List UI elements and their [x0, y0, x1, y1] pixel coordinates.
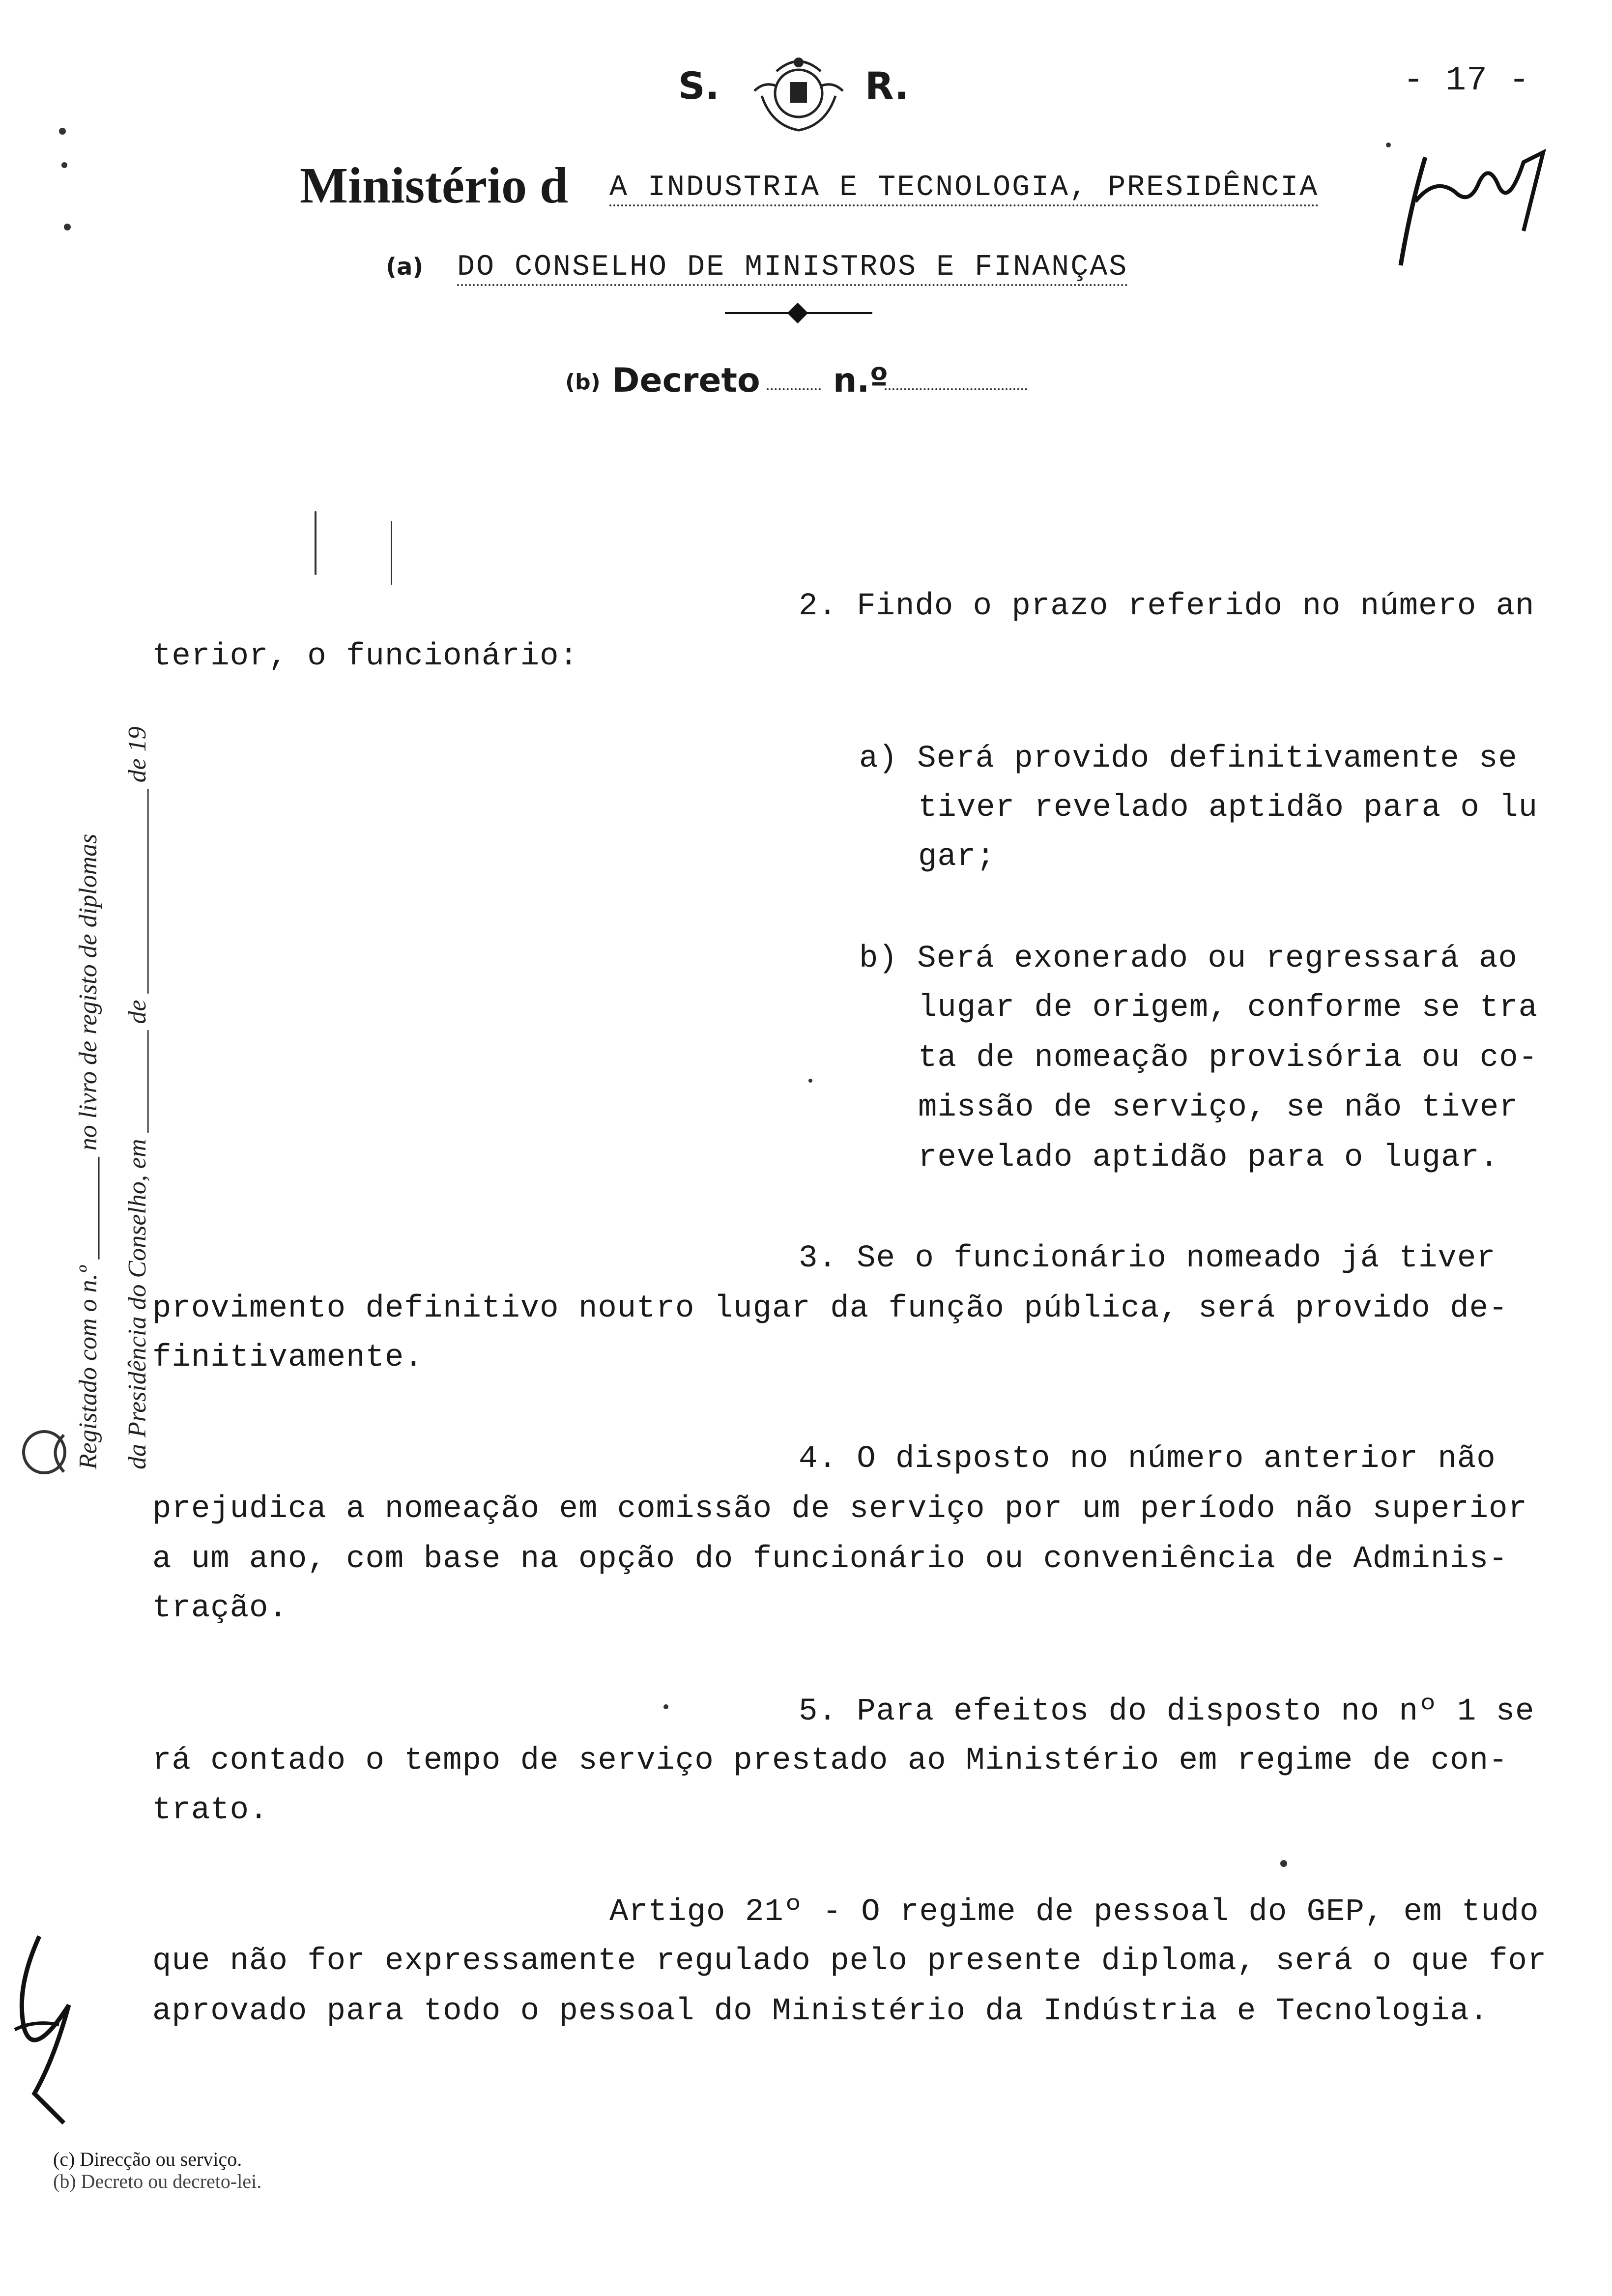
paragraph-4-line4: tração.	[152, 1591, 288, 1626]
paragraph-2-line1: 2. Findo o prazo referido no número an	[799, 589, 1535, 624]
paragraph-2-line2: terior, o funcionário:	[152, 639, 578, 674]
paragraph-4-line2: prejudica a nomeação em comissão de serviço por um período não superior	[152, 1492, 1527, 1527]
header-sr-left: S.	[678, 64, 720, 108]
margin-registry-line2: da Presidência do Conselho, em ________ de ________________ de 19	[123, 726, 151, 1469]
portuguese-crest-icon	[742, 52, 855, 135]
page-number: - 17 -	[1403, 61, 1530, 100]
paragraph-5-line1: 5. Para efeitos do disposto no nº 1 se	[799, 1694, 1535, 1729]
ministry-name-line2: DO CONSELHO DE MINISTROS E FINANÇAS	[457, 251, 1128, 286]
scan-speck	[59, 128, 66, 135]
scan-speck	[663, 1704, 668, 1709]
decreto-label: Decreto	[612, 361, 760, 400]
item-b-line1: b) Será exonerado ou regressará ao	[859, 941, 1518, 976]
scan-speck	[1280, 1860, 1287, 1867]
paragraph-4-line1: 4. O disposto no número anterior não	[799, 1441, 1496, 1477]
header-sr-right: R.	[865, 64, 909, 108]
item-a-line3: gar;	[918, 839, 996, 875]
decreto-marker: (b)	[565, 370, 601, 395]
paragraph-3-line3: finitivamente.	[152, 1340, 424, 1376]
scan-speck	[64, 224, 71, 230]
item-a-line2: tiver revelado aptidão para o lu	[918, 790, 1538, 826]
paragraph-4-line3: a um ano, com base na opção do funcionário ou conveniência de Adminis-	[152, 1542, 1508, 1577]
scan-speck	[1386, 143, 1391, 147]
signature-initials-left	[5, 1931, 84, 2128]
item-a-line1: a) Será provido definitivamente se	[859, 741, 1518, 776]
paragraph-5-line3: trato.	[152, 1793, 269, 1828]
paragraph-5-line2: rá contado o tempo de serviço prestado ao Ministério em regime de con-	[152, 1743, 1508, 1779]
item-b-line5: revelado aptidão para o lugar.	[918, 1140, 1499, 1176]
item-b-line4: missão de serviço, se não tiver	[918, 1090, 1519, 1125]
footnote-c: (c) Direcção ou serviço.	[53, 2148, 242, 2170]
article-21-line1: Artigo 21º - O regime de pessoal do GEP, em tudo	[609, 1894, 1539, 1930]
ministry-line2-marker: (a)	[386, 253, 424, 281]
article-21-line2: que não for expressamente regulado pelo presente diploma, será o que for	[152, 1944, 1547, 1979]
item-b-line3: ta de nomeação provisória ou co-	[918, 1040, 1538, 1076]
item-b-line2: lugar de origem, conforme se tra	[918, 990, 1538, 1026]
scan-mark	[315, 511, 317, 575]
paragraph-3-line2: provimento definitivo noutro lugar da função pública, será provido de-	[152, 1291, 1508, 1326]
margin-registry-line1: Registado com o n.º ________ no livro de registo de diplomas	[74, 833, 102, 1469]
signature-initials-top	[1396, 147, 1548, 275]
decreto-number-blank	[885, 388, 1027, 390]
divider-diamond-icon	[787, 303, 808, 323]
paragraph-3-line1: 3. Se o funcionário nomeado já tiver	[799, 1241, 1496, 1276]
decreto-blank-1	[767, 388, 821, 390]
scan-speck	[61, 162, 67, 168]
scan-speck	[808, 1079, 812, 1083]
article-21-line3: aprovado para todo o pessoal do Ministério da Indústria e Tecnologia.	[152, 1994, 1489, 2029]
ministry-name-line1: A INDUSTRIA E TECNOLOGIA, PRESIDÊNCIA	[609, 171, 1319, 206]
footnote-b: (b) Decreto ou decreto-lei.	[53, 2170, 262, 2192]
ministry-prefix: Ministério d	[300, 157, 568, 214]
decreto-number-label: n.º	[833, 361, 889, 400]
scan-mark	[391, 521, 392, 585]
registry-stamp-icon	[17, 1425, 81, 1479]
